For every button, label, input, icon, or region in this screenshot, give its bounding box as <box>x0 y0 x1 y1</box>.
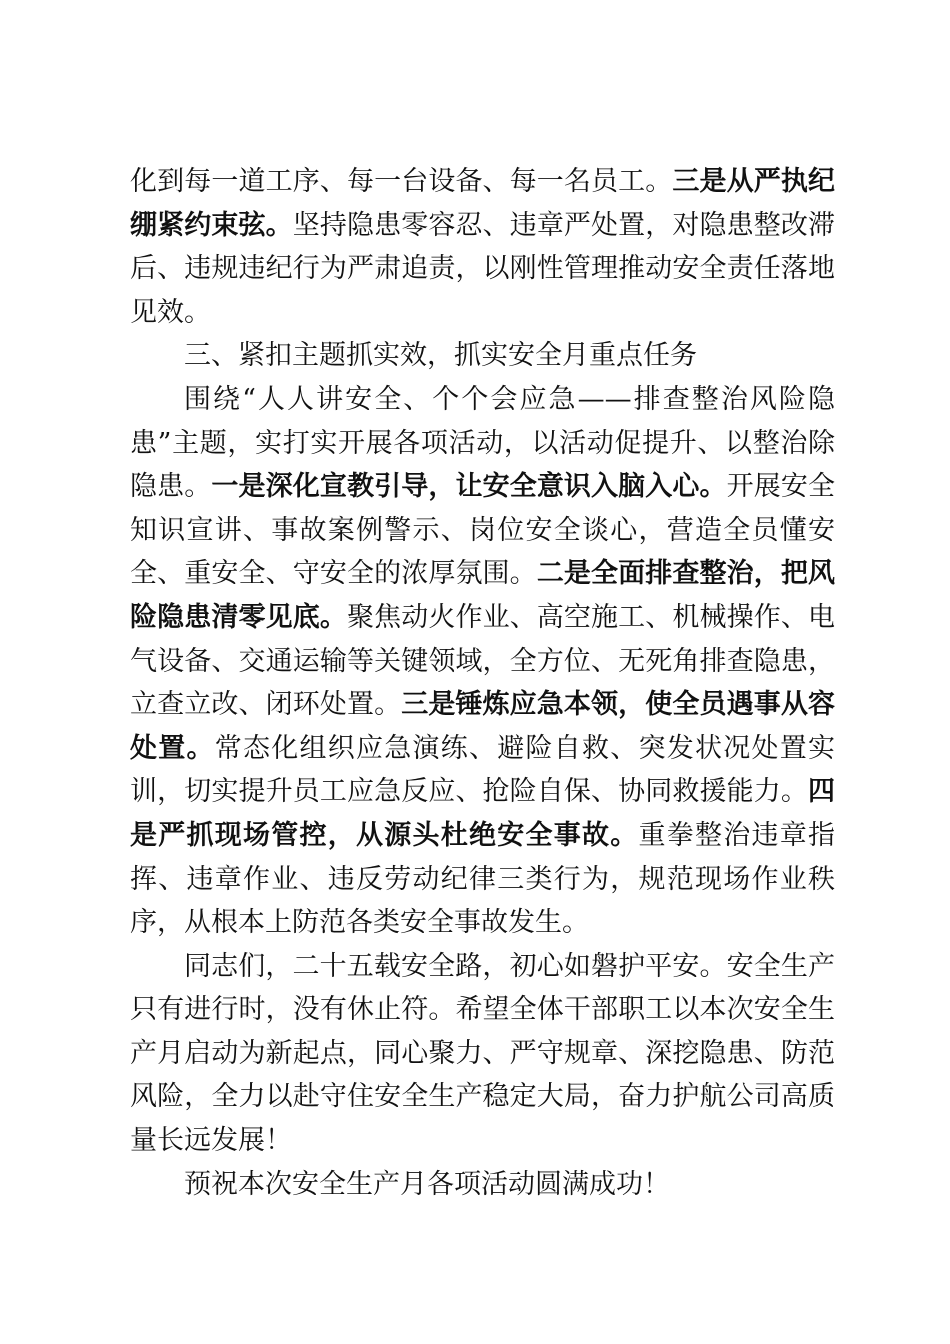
paragraph-text: 同志们，二十五载安全路，初心如磐护平安。安全生产只有进行时，没有休止符。希望全体干部职工以本次安全生产月启动为新起点，同心聚力、严守规章、深挖隐患、防范风险，全力以赴守住安全生产稳定大局，奋力护航公司高质量长远发展！ <box>130 950 835 1157</box>
emphasis-text: 一是深化宣教引导，让安全意识入脑入心。 <box>211 471 727 503</box>
paragraph-key-tasks <box>130 378 835 945</box>
paragraph-wishes <box>130 1163 835 1207</box>
paragraph-text: 开展安全知识宣讲、事故案例警示、岗位安全谈心，营造全员懂安全、重安全、守安全的浓厚氛围。 <box>130 471 836 590</box>
paragraph-continuation <box>130 160 835 334</box>
paragraph-text: 聚焦动火作业、高空施工、机械操作、电气设备、交通运输等关键领域，全方位、无死角排查隐患，立查立改、闭环处置。 <box>130 601 836 721</box>
document-body <box>130 160 835 1206</box>
emphasis-text: 二是全面排查整治，把风险隐患清零见底。 <box>130 558 836 633</box>
emphasis-text: 四是严抓现场管控，从源头杜绝安全事故。 <box>130 776 835 851</box>
emphasis-text: 三是从严执纪绷紧约束弦。 <box>130 166 836 241</box>
paragraph-text: 围绕“人人讲安全、个个会应急——排查整治风险隐患”主题，实打实开展各项活动，以活动促提升、以整治除隐患。 <box>130 383 835 503</box>
paragraph-closing <box>130 945 835 1163</box>
paragraph-text: 预祝本次安全生产月各项活动圆满成功！ <box>184 1168 670 1200</box>
section-heading-text: 三、紧扣主题抓实效，抓实安全月重点任务 <box>184 340 697 372</box>
paragraph-text: 常态化组织应急演练、避险自救、突发状况处置实训，切实提升员工应急反应、抢险自保、协同救援能力。 <box>130 732 835 808</box>
section-heading <box>130 334 835 378</box>
emphasis-text: 三是锤炼应急本领，使全员遇事从容处置。 <box>130 689 836 764</box>
paragraph-text: 化到每一道工序、每一台设备、每一名员工。 <box>130 166 673 197</box>
paragraph-text: 坚持隐患零容忍、违章严处置，对隐患整改滞后、违规违纪行为严肃追责，以刚性管理推动安全责任落地见效。 <box>130 209 836 328</box>
paragraph-text: 重拳整治违章指挥、违章作业、违反劳动纪律三类行为，规范现场作业秩序，从根本上防范各类安全事故发生。 <box>130 819 835 939</box>
